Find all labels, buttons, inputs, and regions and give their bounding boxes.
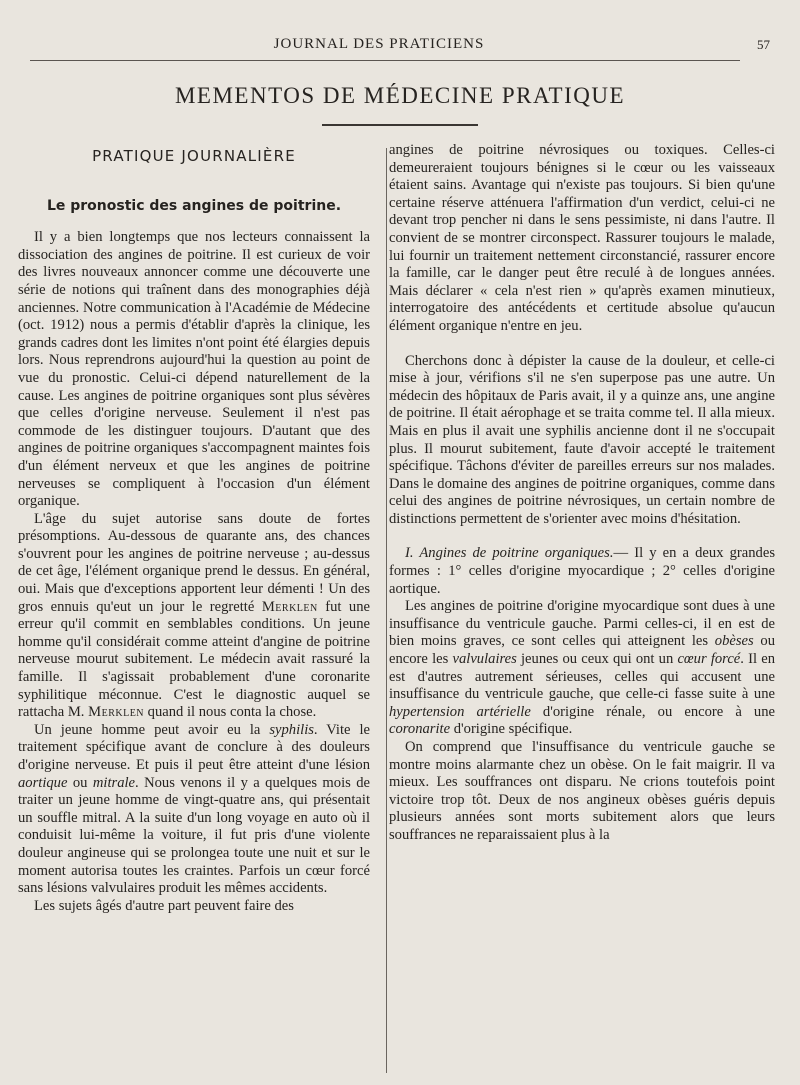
emphasis: coronarite xyxy=(389,721,451,738)
title-rule xyxy=(322,124,478,126)
page-number: 57 xyxy=(757,37,770,52)
paragraph: Un jeune homme peut avoir eu la syphilis. Vite le traitement spécifique avant de conclure à des douleurs d'origine nerveuse. Et puis il peut être atteint d'une lésion aortique ou mitrale. Nous venons il y a quelques mois de traiter un jeune homme de vingt-quatre ans, qui présentait un souffle mitral. A la suite d'un long voyage en auto où il conduisit lui-même la voiture, il fut pris d'une violente douleur angineuse qui se prolongea toute une nuit et sur le moment autorisa toutes les craintes. Parfois un cœur forcé sans lésions valvulaires produit les mêmes accidents. xyxy=(18,721,370,897)
paragraph: Cherchons donc à dépister la cause de la douleur, et celle-ci mise à jour, vérifions s'il ne s'en superpose pas une autre. Un médecin des hôpitaux de Paris avait, il y a quinze ans, une angine de poitrine. Il était aérophage et se traita comme tel. Il alla mieux. Mais en plus il avait une syphilis ancienne dont il ne s'occupait plus. Il mourut subitement, faute d'avoir accepté le traitement spécifique. Tâchons d'éviter de pareilles erreurs sur nos malades. Dans le domaine des angines de poitrine organiques, comme dans celui des angines de poitrine névrosiques, un certain nombre de distinctions permettent de s'orienter avec moins d'hésitation. xyxy=(389,352,775,527)
running-head xyxy=(20,36,770,56)
rubric-heading: PRATIQUE JOURNALIÈRE xyxy=(92,147,296,165)
paragraph: Les sujets âgés d'autre part peuvent faire des xyxy=(34,897,294,914)
journal-name: JOURNAL DES PRATICIENS xyxy=(273,36,485,52)
emphasis: valvulaires xyxy=(452,651,517,668)
author-name: Merklen xyxy=(88,704,145,721)
emphasis: aortique xyxy=(18,774,68,791)
paragraph: L'âge du sujet autorise sans doute de fortes présomptions. Au-dessous de quarante ans, des chances s'ouvrent pour les angines de poitrine nerveuse ; au-dessus de cet âge, l'élément organique prend le dessus. En général, oui. Mais que d'exceptions apportent leur démenti ! Un des gros ennuis qu'eut un jour le regretté Merklen fut une erreur qu'il commit en semblables conditions. Un jeune homme qu'il considérait comme atteint d'angine de poitrine nerveuse mourut subitement. Le médecin avait rassuré la famille. Il s'agissait probablement d'une coronarite syphilitique méconnue. C'est le diagnostic auquel se rattacha M. Merklen quand il nous conta la chose. xyxy=(18,510,370,721)
author-name: Merklen xyxy=(261,598,318,615)
subsection-heading: I. Angines de poitrine organiques. xyxy=(405,545,614,562)
emphasis: cœur forcé xyxy=(677,651,741,668)
emphasis: syphilis xyxy=(269,721,314,738)
paragraph: angines de poitrine névrosiques ou toxiques. Celles-ci demeureraient toujours bénignes si le cœur ou les vaisseaux étaient sains. Avantage qui n'existe pas toujours. Si bien qu'une certaine réserve atténuera l'affirmation d'un verdict, celui-ci ne devant trop pencher ni dans le sens pessimiste, ni dans l'autre. Il convient de se montrer circonspect. Rassurer toujours le malade, lui fournir un traitement nettement circonstancié, rassurer encore la famille, car le danger peut être reculé à de longues années. Mais déclarer « cela n'est rien » qu'après examen minutieux, interrogatoire des antécédents et certitude absolue qu'aucun élément organique n'entre en jeu. xyxy=(389,142,775,334)
paragraph: Les angines de poitrine d'origine myocardique sont dues à une insuffisance du ventricule gauche. Parmi celles-ci, il en est de bien moins graves, ce sont celles qui atteignent les obèses ou encore les valvulaires jeunes ou ceux qui ont un cœur forcé. Il en est d'autres autrement sérieuses, celles qui accusent une insuffisance du ventricule gauche, que celle-ci fasse suite à une hypertension artérielle d'origine rénale, ou encore à une coronarite d'origine spécifique. xyxy=(389,598,775,738)
section-title: MEMENTOS DE MÉDECINE PRATIQUE xyxy=(174,83,626,108)
article-title: Le pronostic des angines de poitrine. xyxy=(46,197,342,214)
column-divider xyxy=(386,148,387,1073)
emphasis: obèses xyxy=(714,633,754,650)
paragraph: I. Angines de poitrine organiques.— Il y en a deux grandes formes : 1° celles d'origine myocardique ; 2° celles d'origine aortique. xyxy=(389,545,776,597)
left-column xyxy=(18,142,370,915)
emphasis: mitrale xyxy=(92,774,136,791)
paragraph: Il y a bien longtemps que nos lecteurs connaissent la dissociation des angines de poitrine. Il est curieux de voir des livres nouveaux annoncer comme une découverte une série de notions qui traînent dans des monographies déjà anciennes. Notre communication à l'Académie de Médecine (oct. 1912) nous a permis d'établir d'après la clinique, les grands cadres dont les limites n'ont point été élargies depuis lors. Nous reprendrons aujourd'hui la question au point de vue du pronostic. Celui-ci dépend naturellement de la cause. Les angines de poitrine organiques sont plus sévères que celles d'origine nerveuse. Seulement il n'est pas commode de les distinguer toujours. D'autant que des angines de poitrine organiques s'accompagnent maintes fois d'un élément nerveux et que les angines de poitrine nerveuses se compliquent à l'occasion d'un élément organique. xyxy=(18,229,370,510)
paragraph: On comprend que l'insuffisance du ventricule gauche se montre moins alarmante chez un obèse. On le fait maigrir. Il va mieux. Les souffrances ont disparu. Ne crions toutefois point victoire trop tôt. Deux de nos angineux obèses guéris depuis plusieurs années sont morts subitement alors que leurs souffrances ne reparaissaient plus à la xyxy=(389,739,775,843)
right-column xyxy=(389,142,775,845)
emphasis: hypertension artérielle xyxy=(389,703,531,720)
header-rule xyxy=(30,60,740,61)
